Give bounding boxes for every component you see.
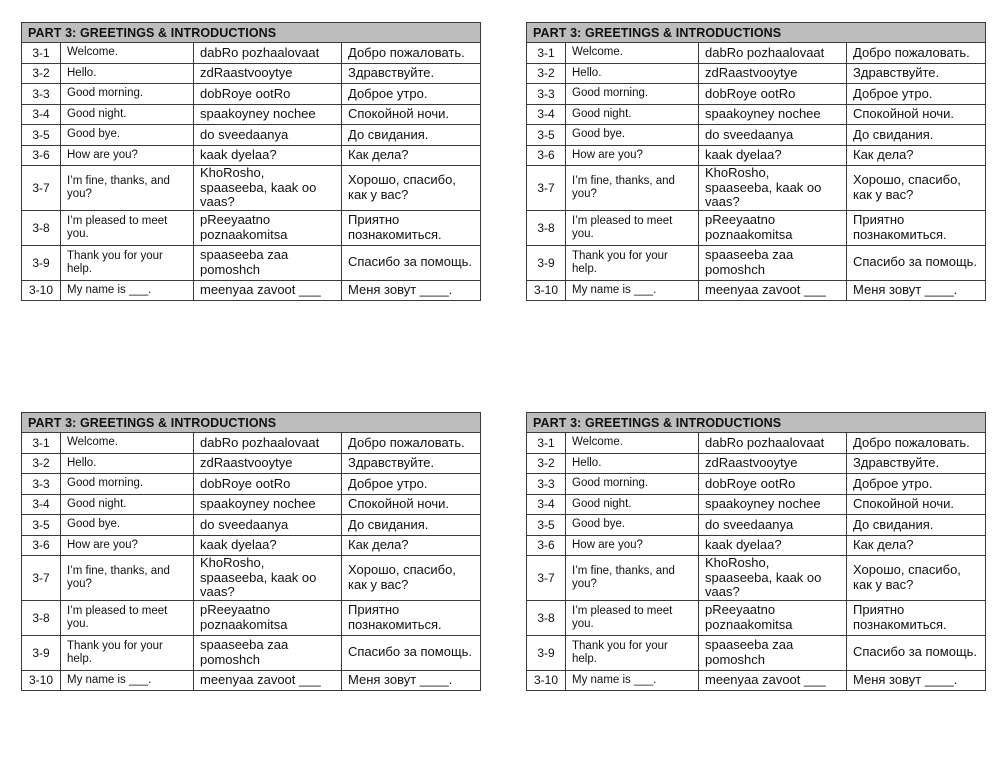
phrase-russian: Меня зовут ____. <box>847 670 986 691</box>
phrase-row <box>22 63 481 84</box>
phrase-transliteration: kaak dyelaa? <box>194 145 342 166</box>
phrase-english: I’m fine, thanks, and you? <box>566 166 699 211</box>
phrase-english: Good morning. <box>566 84 699 105</box>
section-title: PART 3: GREETINGS & INTRODUCTIONS <box>527 23 986 43</box>
section-title: PART 3: GREETINGS & INTRODUCTIONS <box>527 413 986 433</box>
phrase-english: Thank you for your help. <box>566 635 699 670</box>
phrase-english: How are you? <box>61 145 194 166</box>
phrase-russian: Здравствуйте. <box>342 63 481 84</box>
phrase-number: 3-2 <box>527 63 566 84</box>
phrase-russian: Меня зовут ____. <box>342 670 481 691</box>
phrase-russian: Как дела? <box>342 535 481 556</box>
phrase-table <box>526 22 986 301</box>
phrase-russian: Добро пожаловать. <box>342 43 481 64</box>
phrase-english: Good bye. <box>566 515 699 536</box>
phrase-transliteration: KhoRosho, spaaseeba, kaak oo vaas? <box>194 166 342 211</box>
phrase-row <box>22 166 481 211</box>
phrase-russian: Меня зовут ____. <box>847 280 986 301</box>
phrase-number: 3-8 <box>527 210 566 245</box>
phrase-russian: Спасибо за помощь. <box>342 245 481 280</box>
phrase-transliteration: spaaseeba zaa pomoshch <box>699 635 847 670</box>
phrase-number: 3-7 <box>22 166 61 211</box>
phrase-row <box>527 210 986 245</box>
phrase-english: I’m fine, thanks, and you? <box>566 556 699 601</box>
phrase-english: How are you? <box>61 535 194 556</box>
phrase-russian: До свидания. <box>342 515 481 536</box>
phrase-english: Good bye. <box>61 125 194 146</box>
phrase-row <box>22 84 481 105</box>
phrase-transliteration: kaak dyelaa? <box>699 145 847 166</box>
phrase-number: 3-10 <box>527 280 566 301</box>
phrase-russian: Добро пожаловать. <box>847 433 986 454</box>
phrase-number: 3-2 <box>527 453 566 474</box>
phrase-row <box>22 556 481 601</box>
phrase-number: 3-3 <box>527 474 566 495</box>
phrase-number: 3-5 <box>527 515 566 536</box>
phrase-number: 3-2 <box>22 453 61 474</box>
phrase-english: Welcome. <box>61 433 194 454</box>
phrase-transliteration: kaak dyelaa? <box>194 535 342 556</box>
phrase-transliteration: kaak dyelaa? <box>699 535 847 556</box>
phrase-number: 3-7 <box>527 556 566 601</box>
phrase-russian: Здравствуйте. <box>847 453 986 474</box>
phrase-transliteration: spaakoyney nochee <box>699 494 847 515</box>
phrase-row <box>527 433 986 454</box>
phrase-row <box>527 670 986 691</box>
phrase-transliteration: dobRoye ootRo <box>194 84 342 105</box>
phrase-transliteration: do sveedaanya <box>194 515 342 536</box>
phrase-russian: Приятно познакомиться. <box>847 210 986 245</box>
phrase-number: 3-3 <box>527 84 566 105</box>
phrase-transliteration: dabRo pozhaalovaat <box>699 43 847 64</box>
phrase-english: Good morning. <box>61 84 194 105</box>
phrase-english: Hello. <box>566 453 699 474</box>
phrase-russian: Хорошо, спасибо, как у вас? <box>847 556 986 601</box>
phrase-english: My name is ___. <box>566 280 699 301</box>
phrase-russian: Приятно познакомиться. <box>342 600 481 635</box>
phrase-english: My name is ___. <box>61 280 194 301</box>
phrase-number: 3-2 <box>22 63 61 84</box>
phrase-row <box>22 43 481 64</box>
phrase-transliteration: spaaseeba zaa pomoshch <box>194 245 342 280</box>
phrase-russian: До свидания. <box>847 125 986 146</box>
phrase-row <box>527 104 986 125</box>
phrase-row <box>527 84 986 105</box>
phrase-english: Hello. <box>61 453 194 474</box>
phrase-number: 3-7 <box>527 166 566 211</box>
section-title: PART 3: GREETINGS & INTRODUCTIONS <box>22 23 481 43</box>
phrase-english: My name is ___. <box>566 670 699 691</box>
phrase-transliteration: do sveedaanya <box>699 125 847 146</box>
phrase-russian: Доброе утро. <box>342 474 481 495</box>
phrase-english: I’m fine, thanks, and you? <box>61 556 194 601</box>
phrase-russian: Спокойной ночи. <box>847 494 986 515</box>
phrase-transliteration: spaakoyney nochee <box>699 104 847 125</box>
phrase-number: 3-1 <box>527 43 566 64</box>
phrase-row <box>527 453 986 474</box>
phrase-english: Thank you for your help. <box>61 245 194 280</box>
phrase-row <box>527 515 986 536</box>
phrase-number: 3-6 <box>527 535 566 556</box>
phrase-russian: Меня зовут ____. <box>342 280 481 301</box>
phrase-russian: Как дела? <box>847 535 986 556</box>
phrase-row <box>22 494 481 515</box>
phrase-russian: Добро пожаловать. <box>342 433 481 454</box>
phrase-russian: Спасибо за помощь. <box>847 635 986 670</box>
phrase-russian: Доброе утро. <box>847 84 986 105</box>
phrase-row <box>22 245 481 280</box>
phrase-row <box>22 515 481 536</box>
phrase-english: How are you? <box>566 535 699 556</box>
phrase-english: Good night. <box>61 494 194 515</box>
phrase-number: 3-4 <box>527 104 566 125</box>
phrase-row <box>527 600 986 635</box>
phrase-russian: Доброе утро. <box>342 84 481 105</box>
phrase-number: 3-5 <box>527 125 566 146</box>
phrase-russian: Здравствуйте. <box>847 63 986 84</box>
phrase-russian: Спасибо за помощь. <box>342 635 481 670</box>
phrase-row <box>22 635 481 670</box>
phrase-number: 3-8 <box>22 210 61 245</box>
phrase-number: 3-7 <box>22 556 61 601</box>
phrase-row <box>527 125 986 146</box>
phrase-card-top-right <box>526 22 985 301</box>
phrase-number: 3-4 <box>22 104 61 125</box>
phrase-number: 3-5 <box>22 125 61 146</box>
phrase-russian: Хорошо, спасибо, как у вас? <box>342 556 481 601</box>
phrase-transliteration: KhoRosho, spaaseeba, kaak oo vaas? <box>699 166 847 211</box>
phrase-transliteration: zdRaastvooytye <box>194 453 342 474</box>
phrase-transliteration: dabRo pozhaalovaat <box>194 433 342 454</box>
phrase-row <box>527 494 986 515</box>
phrase-row <box>527 145 986 166</box>
phrase-card-top-left <box>21 22 480 301</box>
phrase-english: Good night. <box>566 104 699 125</box>
phrase-russian: Как дела? <box>342 145 481 166</box>
phrase-table <box>21 412 481 691</box>
phrase-number: 3-10 <box>22 670 61 691</box>
phrase-english: Thank you for your help. <box>61 635 194 670</box>
phrase-number: 3-3 <box>22 474 61 495</box>
phrase-row <box>527 535 986 556</box>
phrase-row <box>22 535 481 556</box>
phrase-number: 3-10 <box>527 670 566 691</box>
phrase-transliteration: KhoRosho, spaaseeba, kaak oo vaas? <box>194 556 342 601</box>
phrase-row <box>22 670 481 691</box>
phrase-russian: До свидания. <box>342 125 481 146</box>
phrase-card-bottom-left <box>21 412 480 691</box>
phrase-transliteration: pReeyaatno poznaakomitsa <box>194 210 342 245</box>
phrase-row <box>527 245 986 280</box>
phrase-number: 3-8 <box>22 600 61 635</box>
phrase-row <box>527 556 986 601</box>
phrase-number: 3-6 <box>527 145 566 166</box>
phrase-row <box>22 433 481 454</box>
phrase-russian: Приятно познакомиться. <box>847 600 986 635</box>
phrase-number: 3-9 <box>527 245 566 280</box>
phrase-english: I’m pleased to meet you. <box>61 210 194 245</box>
phrase-english: Welcome. <box>61 43 194 64</box>
phrase-english: My name is ___. <box>61 670 194 691</box>
phrase-transliteration: zdRaastvooytye <box>699 63 847 84</box>
phrase-english: Thank you for your help. <box>566 245 699 280</box>
phrase-row <box>527 635 986 670</box>
phrase-transliteration: zdRaastvooytye <box>194 63 342 84</box>
phrase-transliteration: pReeyaatno poznaakomitsa <box>699 600 847 635</box>
phrase-number: 3-8 <box>527 600 566 635</box>
phrase-english: How are you? <box>566 145 699 166</box>
phrase-row <box>527 474 986 495</box>
phrase-transliteration: dobRoye ootRo <box>699 84 847 105</box>
phrase-transliteration: meenyaa zavoot ___ <box>699 280 847 301</box>
phrase-transliteration: KhoRosho, spaaseeba, kaak oo vaas? <box>699 556 847 601</box>
phrase-english: I’m pleased to meet you. <box>566 600 699 635</box>
phrase-russian: Спасибо за помощь. <box>847 245 986 280</box>
phrase-number: 3-4 <box>527 494 566 515</box>
phrase-english: Good bye. <box>566 125 699 146</box>
phrase-transliteration: pReeyaatno poznaakomitsa <box>699 210 847 245</box>
phrase-row <box>527 280 986 301</box>
phrase-russian: Хорошо, спасибо, как у вас? <box>847 166 986 211</box>
phrase-number: 3-6 <box>22 535 61 556</box>
phrase-row <box>527 166 986 211</box>
phrase-english: Hello. <box>61 63 194 84</box>
phrase-english: Good bye. <box>61 515 194 536</box>
phrase-english: I’m pleased to meet you. <box>566 210 699 245</box>
phrase-transliteration: spaaseeba zaa pomoshch <box>699 245 847 280</box>
phrase-row <box>22 125 481 146</box>
phrase-transliteration: dabRo pozhaalovaat <box>194 43 342 64</box>
phrase-transliteration: meenyaa zavoot ___ <box>194 670 342 691</box>
phrase-russian: Добро пожаловать. <box>847 43 986 64</box>
phrase-number: 3-9 <box>22 245 61 280</box>
phrase-number: 3-1 <box>22 43 61 64</box>
phrase-transliteration: meenyaa zavoot ___ <box>699 670 847 691</box>
phrase-russian: Спокойной ночи. <box>342 494 481 515</box>
phrase-russian: Доброе утро. <box>847 474 986 495</box>
phrase-number: 3-4 <box>22 494 61 515</box>
phrase-row <box>22 104 481 125</box>
phrase-table <box>21 22 481 301</box>
phrase-russian: Спокойной ночи. <box>342 104 481 125</box>
phrase-number: 3-1 <box>22 433 61 454</box>
phrase-english: Good morning. <box>566 474 699 495</box>
phrase-russian: Приятно познакомиться. <box>342 210 481 245</box>
phrase-transliteration: dabRo pozhaalovaat <box>699 433 847 454</box>
phrase-russian: До свидания. <box>847 515 986 536</box>
phrase-transliteration: do sveedaanya <box>699 515 847 536</box>
phrase-number: 3-5 <box>22 515 61 536</box>
phrase-transliteration: spaakoyney nochee <box>194 494 342 515</box>
phrase-transliteration: pReeyaatno poznaakomitsa <box>194 600 342 635</box>
phrase-number: 3-1 <box>527 433 566 454</box>
phrase-transliteration: spaaseeba zaa pomoshch <box>194 635 342 670</box>
phrase-row <box>527 43 986 64</box>
section-title: PART 3: GREETINGS & INTRODUCTIONS <box>22 413 481 433</box>
phrase-english: Good night. <box>566 494 699 515</box>
phrase-card-bottom-right <box>526 412 985 691</box>
phrase-number: 3-10 <box>22 280 61 301</box>
phrase-english: Good night. <box>61 104 194 125</box>
phrase-row <box>22 600 481 635</box>
phrase-transliteration: zdRaastvooytye <box>699 453 847 474</box>
phrase-english: Good morning. <box>61 474 194 495</box>
phrase-number: 3-3 <box>22 84 61 105</box>
phrase-number: 3-9 <box>22 635 61 670</box>
phrase-transliteration: spaakoyney nochee <box>194 104 342 125</box>
phrase-english: Hello. <box>566 63 699 84</box>
phrase-row <box>527 63 986 84</box>
phrase-table <box>526 412 986 691</box>
phrase-english: I’m pleased to meet you. <box>61 600 194 635</box>
phrase-russian: Как дела? <box>847 145 986 166</box>
phrase-row <box>22 474 481 495</box>
phrase-russian: Здравствуйте. <box>342 453 481 474</box>
phrase-transliteration: dobRoye ootRo <box>194 474 342 495</box>
phrase-transliteration: do sveedaanya <box>194 125 342 146</box>
phrase-english: I’m fine, thanks, and you? <box>61 166 194 211</box>
phrase-number: 3-9 <box>527 635 566 670</box>
phrase-russian: Спокойной ночи. <box>847 104 986 125</box>
phrase-english: Welcome. <box>566 433 699 454</box>
phrase-row <box>22 210 481 245</box>
phrase-transliteration: meenyaa zavoot ___ <box>194 280 342 301</box>
phrase-row <box>22 280 481 301</box>
phrase-row <box>22 453 481 474</box>
phrase-number: 3-6 <box>22 145 61 166</box>
phrase-transliteration: dobRoye ootRo <box>699 474 847 495</box>
phrase-english: Welcome. <box>566 43 699 64</box>
phrase-russian: Хорошо, спасибо, как у вас? <box>342 166 481 211</box>
phrase-row <box>22 145 481 166</box>
